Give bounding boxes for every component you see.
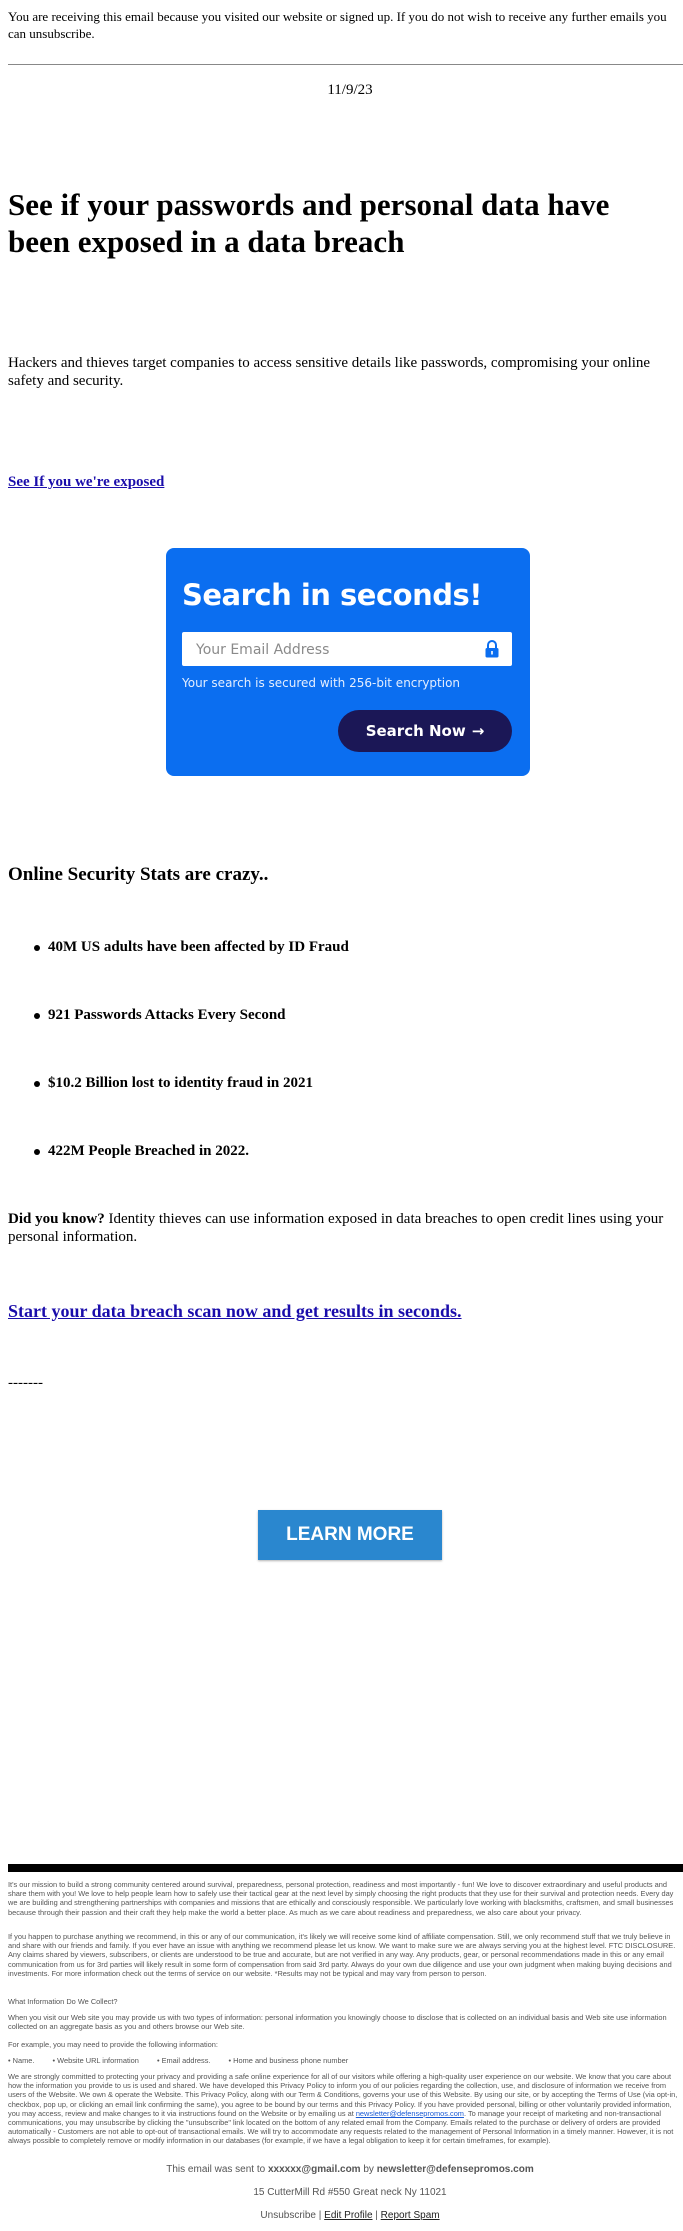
lock-icon [484, 640, 500, 658]
mailing-address: 15 CutterMill Rd #550 Great neck Ny 11021 [253, 2187, 447, 2198]
encryption-note: Your search is secured with 256-bit encryption [182, 676, 461, 690]
did-you-know-label: Did you know? [8, 1211, 105, 1227]
stat-item: 40M US adults have been affected by ID Fraud [48, 939, 349, 955]
search-now-button[interactable] [338, 710, 512, 752]
edit-profile-link[interactable]: Edit Profile [324, 2210, 373, 2221]
sender-email: newsletter@defensepromos.com [376, 2164, 534, 2175]
example-item: • Email address. [156, 2056, 211, 2065]
did-you-know-text: Identity thieves can use information exposed in data breaches to open credit lines using your personal information. [8, 1211, 664, 1245]
stat-item: 422M People Breached in 2022. [48, 1143, 249, 1159]
headline: See if your passwords and personal data have been exposed in a data breach [8, 187, 610, 259]
link-separator: | [372, 2210, 381, 2221]
example-item: • Website URL information [52, 2056, 139, 2065]
email-date: 11/9/23 [327, 82, 373, 98]
email-field[interactable] [194, 639, 478, 661]
unsubscribe-notice: You are receiving this email because you visited our website or signed up. If you do not wish to receive any further emails you can unsubscribe. [8, 9, 667, 41]
report-spam-link[interactable]: Report Spam [380, 2210, 440, 2221]
did-you-know [8, 1210, 676, 1246]
info-heading: What Information Do We Collect? [8, 1997, 118, 2006]
learn-more-button[interactable]: LEARN MORE [258, 1510, 442, 1560]
example-list [8, 2056, 364, 2065]
example-item: • Name. [8, 2056, 35, 2065]
affiliate-disclosure: If you happen to purchase anything we recommend, in this or any of our communication, it's likely we will receive some kind of affiliate compensation. Still, we only recommend stuff that we truly believe in and share with our friends and family. If you ever have an issue with anything we recommend please let us know. We want to make sure we are always serving you at the highest level. FTC DISCLOSURE. Any claims shared by viewers, subscribers, or clients are understood to be true and accurate, but are not verified in any way. Any products, gear, or personal recommendations made in this or any email communication from us for 3rd parties will likely result in some form of compensation from said 3rd party. Always do your own due diligence and use your own judgment when making buying decisions and investments. For more information check out the terms of service on our website. *Results may not be typical and may vary from person to person. [8, 1932, 676, 1978]
stat-item: 921 Passwords Attacks Every Second [48, 1007, 286, 1023]
start-scan-link[interactable]: Start your data breach scan now and get results in seconds. [8, 1301, 462, 1321]
intro-text: Hackers and thieves target companies to access sensitive details like passwords, compromising your online safety and security. [8, 355, 651, 389]
link-separator: | [316, 2210, 325, 2221]
info-text: When you visit our Web site you may provide us with two types of information: personal information you knowingly choose to disclose that is collected on an individual basis and Web site use information collected on an aggregate basis as you and others browse our Web site. [8, 2013, 667, 2032]
sent-to-prefix: This email was sent to [166, 2164, 268, 2175]
privacy-text-end: . To manage your receipt of marketing and non-transactional communications, you may unsubscribe by clicking the "unsubscribe" link located on the bottom of any related email from the Company. Emails related to the purchase or delivery of orders are provided automatically - Customers are not able to opt-out of transactional emails. We will try to accommodate any requests related to the management of Personal Information in a timely manner. However, it is not always possible to completely remove or modify information in our databases (for example, if we have a legal obligation to keep it for certain timeframes, for example). [8, 2108, 674, 2146]
arrow-right-icon: → [471, 722, 485, 740]
stat-item: $10.2 Billion lost to identity fraud in 2021 [48, 1075, 314, 1091]
search-card-title: Search in seconds! [182, 578, 482, 612]
privacy-text [8, 2072, 683, 2146]
footer-divider [8, 1864, 683, 1872]
privacy-email-link[interactable]: newsletter@defensepromos.com [355, 2108, 464, 2118]
recipient-email: xxxxxx@gmail.com [267, 2164, 361, 2175]
mission-text: It's our mission to build a strong community centered around survival, preparedness, personal protection, readiness and most importantly - fun! We love to discover extraordinary and useful products and share them with you! We love to help people learn how to safely use their tactical gear at the next level by simply choosing the right products that they use for their survival and protection needs. Every day we are building and strengthening partnerships with companies and missions that are ethically and consciously responsible. We particularly love working with blacksmiths, craftsmen, and small businesses because through their passion and their craft they help make the world a better place. As much as we care about readiness and preparedness, we also care about your privacy. [8, 1880, 674, 1917]
search-card[interactable] [166, 548, 530, 776]
sent-to-line [0, 2164, 683, 2175]
search-now-label: Search Now [365, 722, 466, 740]
stats-heading: Online Security Stats are crazy.. [8, 864, 269, 885]
separator-dashes: ------- [8, 1375, 43, 1391]
privacy-text-start: We are strongly committed to protecting your privacy and providing a safe online experience for all of our visitors while offering a high-quality user experience on our website. We know that you care about how the information you provide to us is used and shared. We have developed this Privacy Policy to inform you of our policies regarding the collection, use, and disclosure of information we receive from users of the Website. We own & operate the Website. This Privacy Policy, along with our Term & Conditions, governs your use of this Website. By using our site, or by accepting the Terms of Use (via opt-in, checkbox, pop up, or clicking an email link confirming the same), you agree to be bound by our terms and this Privacy Policy. If you have provided personal, billing or other voluntarily provided information, you may access, review and make changes to it via instructions found on the Website or by emailing us at [8, 2072, 678, 2118]
example-item: • Home and business phone number [228, 2056, 349, 2065]
header-divider [8, 64, 683, 65]
email-field-container[interactable] [182, 632, 512, 666]
sent-by-word: by [360, 2164, 377, 2175]
unsubscribe-link[interactable]: Unsubscribe [260, 2210, 316, 2221]
example-intro: For example, you may need to provide the following information: [8, 2040, 218, 2049]
see-if-exposed-link[interactable]: See If you we're exposed [8, 474, 165, 490]
footer-links [0, 2210, 683, 2221]
